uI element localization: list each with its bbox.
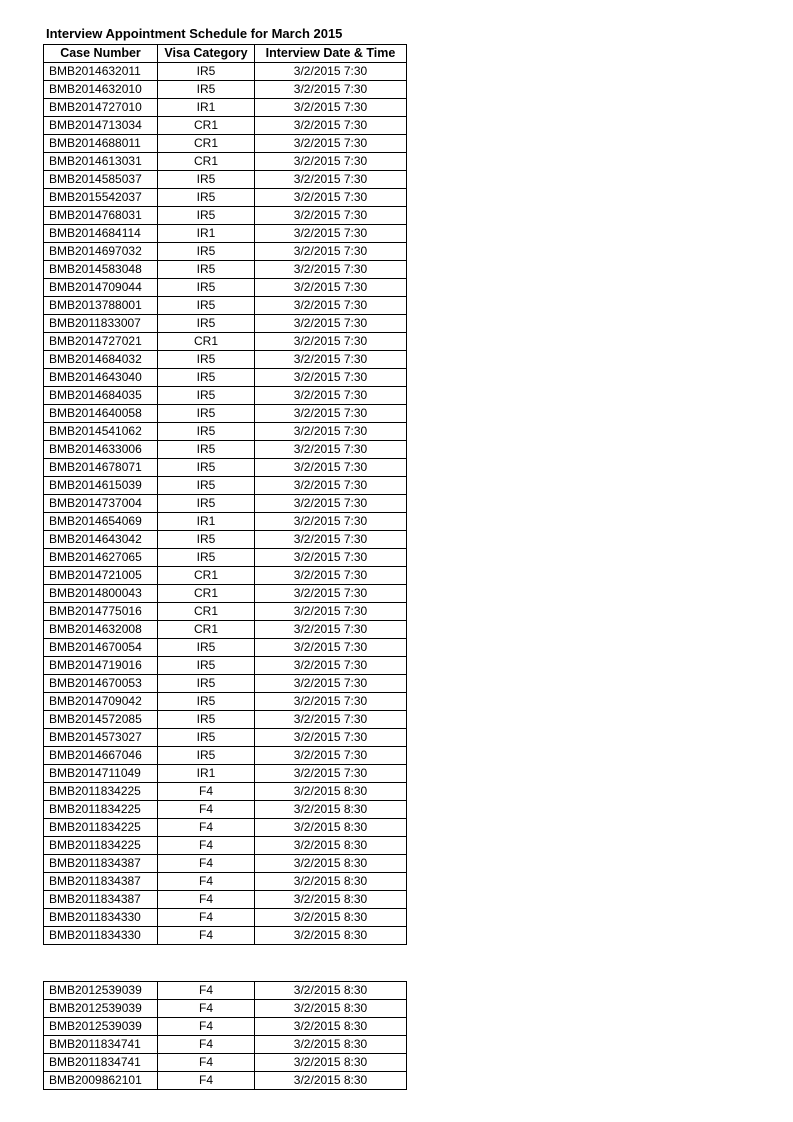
interview-date-cell: 3/2/2015 7:30	[255, 171, 407, 189]
case-number-cell: BMB2014573027	[44, 729, 158, 747]
table-row	[44, 855, 407, 873]
interview-date-cell: 3/2/2015 7:30	[255, 405, 407, 423]
visa-category-cell: F4	[158, 801, 255, 819]
table-row	[44, 567, 407, 585]
table-row	[44, 873, 407, 891]
case-number-cell: BMB2012539039	[44, 1000, 158, 1018]
table-row	[44, 63, 407, 81]
interview-date-cell: 3/2/2015 8:30	[255, 1072, 407, 1090]
interview-date-cell: 3/2/2015 7:30	[255, 315, 407, 333]
header-interview-date-time: Interview Date & Time	[255, 45, 407, 63]
case-number-cell: BMB2014775016	[44, 603, 158, 621]
interview-date-cell: 3/2/2015 7:30	[255, 243, 407, 261]
interview-date-cell: 3/2/2015 7:30	[255, 207, 407, 225]
interview-date-cell: 3/2/2015 7:30	[255, 441, 407, 459]
case-number-cell: BMB2012539039	[44, 982, 158, 1000]
table-row	[44, 1018, 407, 1036]
interview-date-cell: 3/2/2015 8:30	[255, 1000, 407, 1018]
case-number-cell: BMB2011834741	[44, 1054, 158, 1072]
table-body	[44, 63, 407, 945]
table-row	[44, 603, 407, 621]
interview-date-cell: 3/2/2015 7:30	[255, 81, 407, 99]
visa-category-cell: IR5	[158, 81, 255, 99]
table-row	[44, 495, 407, 513]
visa-category-cell: CR1	[158, 135, 255, 153]
interview-date-cell: 3/2/2015 8:30	[255, 1036, 407, 1054]
case-number-cell: BMB2014709044	[44, 279, 158, 297]
table-row	[44, 531, 407, 549]
visa-category-cell: IR5	[158, 171, 255, 189]
visa-category-cell: F4	[158, 891, 255, 909]
visa-category-cell: IR5	[158, 297, 255, 315]
table-row	[44, 1000, 407, 1018]
table-row	[44, 135, 407, 153]
case-number-cell: BMB2014643040	[44, 369, 158, 387]
case-number-cell: BMB2011834225	[44, 837, 158, 855]
interview-date-cell: 3/2/2015 8:30	[255, 801, 407, 819]
case-number-cell: BMB2014632011	[44, 63, 158, 81]
visa-category-cell: IR5	[158, 657, 255, 675]
table-header	[44, 45, 407, 63]
case-number-cell: BMB2014583048	[44, 261, 158, 279]
visa-category-cell: CR1	[158, 621, 255, 639]
visa-category-cell: IR5	[158, 693, 255, 711]
case-number-cell: BMB2014572085	[44, 711, 158, 729]
case-number-cell: BMB2011834225	[44, 783, 158, 801]
interview-date-cell: 3/2/2015 7:30	[255, 387, 407, 405]
page-title: Interview Appointment Schedule for March 2015	[46, 26, 343, 41]
case-number-cell: BMB2014688011	[44, 135, 158, 153]
case-number-cell: BMB2011834225	[44, 801, 158, 819]
case-number-cell: BMB2011834330	[44, 927, 158, 945]
interview-date-cell: 3/2/2015 7:30	[255, 765, 407, 783]
visa-category-cell: CR1	[158, 153, 255, 171]
visa-category-cell: F4	[158, 1072, 255, 1090]
table-row	[44, 477, 407, 495]
table-row	[44, 837, 407, 855]
visa-category-cell: IR5	[158, 531, 255, 549]
case-number-cell: BMB2014632010	[44, 81, 158, 99]
interview-date-cell: 3/2/2015 7:30	[255, 657, 407, 675]
interview-date-cell: 3/2/2015 8:30	[255, 891, 407, 909]
interview-date-cell: 3/2/2015 7:30	[255, 153, 407, 171]
visa-category-cell: F4	[158, 783, 255, 801]
visa-category-cell: F4	[158, 873, 255, 891]
interview-date-cell: 3/2/2015 7:30	[255, 513, 407, 531]
interview-date-cell: 3/2/2015 7:30	[255, 423, 407, 441]
visa-category-cell: F4	[158, 1054, 255, 1072]
table-row	[44, 171, 407, 189]
table-row	[44, 585, 407, 603]
case-number-cell: BMB2011834387	[44, 855, 158, 873]
case-number-cell: BMB2013788001	[44, 297, 158, 315]
schedule-table	[43, 44, 407, 945]
interview-date-cell: 3/2/2015 7:30	[255, 135, 407, 153]
interview-date-cell: 3/2/2015 7:30	[255, 693, 407, 711]
case-number-cell: BMB2014667046	[44, 747, 158, 765]
case-number-cell: BMB2014709042	[44, 693, 158, 711]
case-number-cell: BMB2014670053	[44, 675, 158, 693]
visa-category-cell: IR5	[158, 369, 255, 387]
case-number-cell: BMB2011834330	[44, 909, 158, 927]
visa-category-cell: IR5	[158, 207, 255, 225]
interview-date-cell: 3/2/2015 7:30	[255, 117, 407, 135]
interview-date-cell: 3/2/2015 8:30	[255, 873, 407, 891]
interview-date-cell: 3/2/2015 8:30	[255, 783, 407, 801]
case-number-cell: BMB2014632008	[44, 621, 158, 639]
table-row	[44, 1036, 407, 1054]
visa-category-cell: IR1	[158, 513, 255, 531]
case-number-cell: BMB2012539039	[44, 1018, 158, 1036]
table-row	[44, 693, 407, 711]
case-number-cell: BMB2014697032	[44, 243, 158, 261]
visa-category-cell: F4	[158, 819, 255, 837]
visa-category-cell: IR5	[158, 675, 255, 693]
schedule-table-continued	[43, 981, 407, 1090]
case-number-cell: BMB2014768031	[44, 207, 158, 225]
case-number-cell: BMB2014684032	[44, 351, 158, 369]
case-number-cell: BMB2014585037	[44, 171, 158, 189]
interview-date-cell: 3/2/2015 8:30	[255, 909, 407, 927]
visa-category-cell: IR5	[158, 405, 255, 423]
interview-date-cell: 3/2/2015 7:30	[255, 711, 407, 729]
interview-date-cell: 3/2/2015 7:30	[255, 189, 407, 207]
interview-date-cell: 3/2/2015 7:30	[255, 333, 407, 351]
interview-date-cell: 3/2/2015 8:30	[255, 1018, 407, 1036]
table-row	[44, 297, 407, 315]
visa-category-cell: F4	[158, 1000, 255, 1018]
interview-date-cell: 3/2/2015 7:30	[255, 675, 407, 693]
table-row	[44, 621, 407, 639]
visa-category-cell: IR5	[158, 747, 255, 765]
interview-date-cell: 3/2/2015 7:30	[255, 351, 407, 369]
visa-category-cell: IR5	[158, 279, 255, 297]
header-case-number: Case Number	[44, 45, 158, 63]
case-number-cell: BMB2011834387	[44, 891, 158, 909]
visa-category-cell: IR5	[158, 711, 255, 729]
interview-date-cell: 3/2/2015 7:30	[255, 477, 407, 495]
case-number-cell: BMB2014633006	[44, 441, 158, 459]
visa-category-cell: CR1	[158, 117, 255, 135]
case-number-cell: BMB2014713034	[44, 117, 158, 135]
visa-category-cell: CR1	[158, 603, 255, 621]
visa-category-cell: CR1	[158, 567, 255, 585]
interview-date-cell: 3/2/2015 7:30	[255, 639, 407, 657]
table-row	[44, 369, 407, 387]
case-number-cell: BMB2014684114	[44, 225, 158, 243]
visa-category-cell: F4	[158, 982, 255, 1000]
interview-date-cell: 3/2/2015 7:30	[255, 747, 407, 765]
case-number-cell: BMB2014727021	[44, 333, 158, 351]
interview-date-cell: 3/2/2015 7:30	[255, 279, 407, 297]
interview-date-cell: 3/2/2015 7:30	[255, 567, 407, 585]
table-row	[44, 387, 407, 405]
table-row	[44, 189, 407, 207]
interview-date-cell: 3/2/2015 8:30	[255, 837, 407, 855]
visa-category-cell: IR5	[158, 387, 255, 405]
case-number-cell: BMB2014727010	[44, 99, 158, 117]
table-row	[44, 315, 407, 333]
visa-category-cell: F4	[158, 1036, 255, 1054]
case-number-cell: BMB2015542037	[44, 189, 158, 207]
table-row	[44, 549, 407, 567]
visa-category-cell: IR5	[158, 243, 255, 261]
case-number-cell: BMB2014719016	[44, 657, 158, 675]
table-row	[44, 261, 407, 279]
case-number-cell: BMB2014541062	[44, 423, 158, 441]
case-number-cell: BMB2014678071	[44, 459, 158, 477]
interview-date-cell: 3/2/2015 7:30	[255, 495, 407, 513]
case-number-cell: BMB2014643042	[44, 531, 158, 549]
visa-category-cell: F4	[158, 1018, 255, 1036]
table-row	[44, 1054, 407, 1072]
visa-category-cell: IR1	[158, 765, 255, 783]
table-row	[44, 405, 407, 423]
table-row	[44, 279, 407, 297]
table-row	[44, 513, 407, 531]
case-number-cell: BMB2014613031	[44, 153, 158, 171]
visa-category-cell: IR5	[158, 639, 255, 657]
interview-date-cell: 3/2/2015 7:30	[255, 369, 407, 387]
table-row	[44, 927, 407, 945]
case-number-cell: BMB2014640058	[44, 405, 158, 423]
interview-date-cell: 3/2/2015 7:30	[255, 261, 407, 279]
interview-date-cell: 3/2/2015 7:30	[255, 549, 407, 567]
visa-category-cell: IR5	[158, 459, 255, 477]
visa-category-cell: F4	[158, 909, 255, 927]
case-number-cell: BMB2014615039	[44, 477, 158, 495]
visa-category-cell: IR1	[158, 225, 255, 243]
case-number-cell: BMB2014721005	[44, 567, 158, 585]
case-number-cell: BMB2011834387	[44, 873, 158, 891]
table-row	[44, 801, 407, 819]
table-row	[44, 909, 407, 927]
case-number-cell: BMB2011833007	[44, 315, 158, 333]
interview-date-cell: 3/2/2015 7:30	[255, 729, 407, 747]
case-number-cell: BMB2014800043	[44, 585, 158, 603]
table-row	[44, 99, 407, 117]
table-row	[44, 765, 407, 783]
interview-date-cell: 3/2/2015 7:30	[255, 63, 407, 81]
visa-category-cell: IR5	[158, 63, 255, 81]
table-row	[44, 747, 407, 765]
visa-category-cell: IR5	[158, 351, 255, 369]
header-row	[44, 45, 407, 63]
table-row	[44, 1072, 407, 1090]
visa-category-cell: IR5	[158, 729, 255, 747]
interview-date-cell: 3/2/2015 7:30	[255, 621, 407, 639]
table-row	[44, 81, 407, 99]
visa-category-cell: F4	[158, 927, 255, 945]
visa-category-cell: F4	[158, 855, 255, 873]
visa-category-cell: CR1	[158, 333, 255, 351]
table-row	[44, 891, 407, 909]
case-number-cell: BMB2014670054	[44, 639, 158, 657]
interview-date-cell: 3/2/2015 7:30	[255, 225, 407, 243]
case-number-cell: BMB2014711049	[44, 765, 158, 783]
interview-date-cell: 3/2/2015 7:30	[255, 459, 407, 477]
table-row	[44, 459, 407, 477]
header-visa-category: Visa Category	[158, 45, 255, 63]
interview-date-cell: 3/2/2015 7:30	[255, 99, 407, 117]
visa-category-cell: F4	[158, 837, 255, 855]
case-number-cell: BMB2014737004	[44, 495, 158, 513]
table-row	[44, 441, 407, 459]
table-row	[44, 783, 407, 801]
interview-date-cell: 3/2/2015 8:30	[255, 982, 407, 1000]
table-row	[44, 207, 407, 225]
table-row	[44, 333, 407, 351]
interview-date-cell: 3/2/2015 7:30	[255, 297, 407, 315]
table-row	[44, 225, 407, 243]
case-number-cell: BMB2014654069	[44, 513, 158, 531]
table-row	[44, 657, 407, 675]
visa-category-cell: IR5	[158, 441, 255, 459]
case-number-cell: BMB2011834225	[44, 819, 158, 837]
visa-category-cell: IR5	[158, 495, 255, 513]
visa-category-cell: IR5	[158, 261, 255, 279]
table-row	[44, 675, 407, 693]
table-row	[44, 639, 407, 657]
case-number-cell: BMB2014627065	[44, 549, 158, 567]
visa-category-cell: IR1	[158, 99, 255, 117]
visa-category-cell: IR5	[158, 477, 255, 495]
interview-date-cell: 3/2/2015 7:30	[255, 585, 407, 603]
table-row	[44, 243, 407, 261]
interview-date-cell: 3/2/2015 8:30	[255, 855, 407, 873]
visa-category-cell: IR5	[158, 189, 255, 207]
interview-date-cell: 3/2/2015 8:30	[255, 927, 407, 945]
case-number-cell: BMB2009862101	[44, 1072, 158, 1090]
case-number-cell: BMB2011834741	[44, 1036, 158, 1054]
table-row	[44, 982, 407, 1000]
interview-date-cell: 3/2/2015 7:30	[255, 603, 407, 621]
visa-category-cell: CR1	[158, 585, 255, 603]
table-row	[44, 819, 407, 837]
interview-date-cell: 3/2/2015 8:30	[255, 1054, 407, 1072]
table-row	[44, 729, 407, 747]
table-row	[44, 117, 407, 135]
table-row	[44, 711, 407, 729]
interview-date-cell: 3/2/2015 8:30	[255, 819, 407, 837]
table-row	[44, 351, 407, 369]
interview-date-cell: 3/2/2015 7:30	[255, 531, 407, 549]
visa-category-cell: IR5	[158, 423, 255, 441]
visa-category-cell: IR5	[158, 315, 255, 333]
case-number-cell: BMB2014684035	[44, 387, 158, 405]
visa-category-cell: IR5	[158, 549, 255, 567]
table-row	[44, 423, 407, 441]
table-body	[44, 982, 407, 1090]
table-row	[44, 153, 407, 171]
